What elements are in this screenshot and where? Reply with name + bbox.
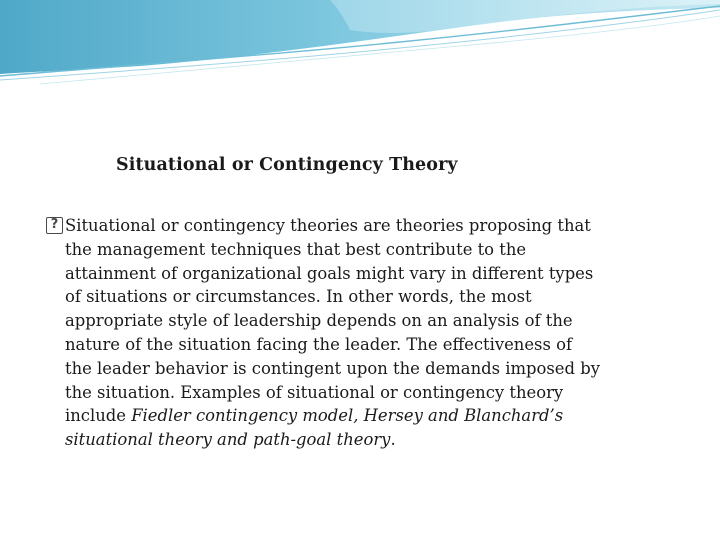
decorative-wave-header [0,0,720,90]
bullet-line [65,404,686,428]
slide-title: Situational or Contingency Theory [116,155,458,175]
bullet-line: attainment of organizational goals might vary in different types [65,263,594,283]
bullet-paragraph [46,214,686,452]
bullet-line: the management techniques that best contribute to the [65,239,527,259]
bullet-line: appropriate style of leadership depends on an analysis of the [65,311,573,331]
bullet-line: of situations or circumstances. In other words, the most [65,287,532,307]
bullet-line: nature of the situation facing the leader. The effectiveness of [65,334,573,354]
bullet-text-italic: situational theory and path-goal theory [65,430,391,450]
bullet-text-italic: Fiedler contingency model, Hersey and Blanchard’s [131,406,564,426]
bullet-item [46,214,686,452]
bullet-text-plain: include [65,406,132,426]
bullet-line [65,428,686,452]
bullet-text-plain: . [390,430,396,450]
bullet-line: Situational or contingency theories are theories proposing that [65,216,591,235]
bullet-line: the situation. Examples of situational or contingency theory [65,382,564,402]
bullet-line: the leader behavior is contingent upon the demands imposed by [65,358,600,378]
bullet-marker-icon: ? [46,217,63,234]
